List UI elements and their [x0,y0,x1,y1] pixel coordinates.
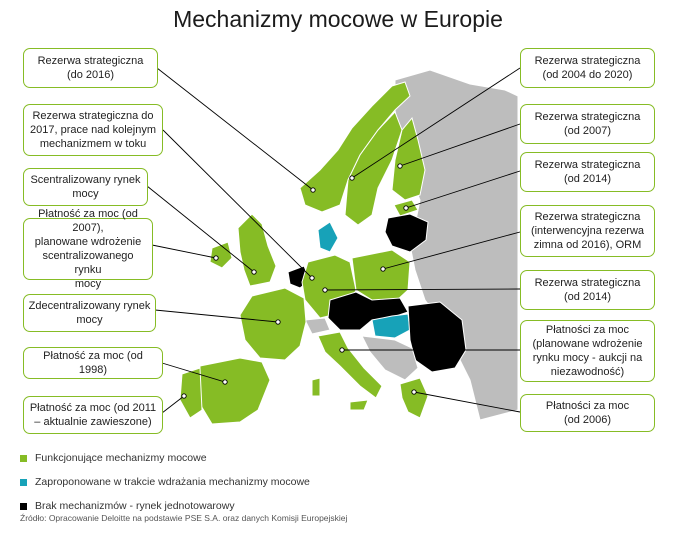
legend-item-proposed [20,470,310,494]
region-sicily [350,400,368,410]
region-sardinia [312,378,320,396]
callout-poland: Rezerwa strategiczna (interwencyjna rezerwa zimna od 2016), ORM [520,205,655,257]
region-portugal [180,368,202,418]
legend-swatch [20,479,27,486]
callout-portugal: Płatność za moc (od 2011 – aktualnie zawieszone) [23,396,163,434]
map-title: Mechanizmy mocowe w Europie [173,6,503,32]
region-france [240,288,306,360]
legend [20,446,310,518]
region-western-balkans [362,336,418,380]
region-greece [400,378,428,418]
callout-norway: Rezerwa strategiczna (do 2016) [23,48,158,88]
legend-label: Funkcjonujące mechanizmy mocowe [35,452,207,464]
callout-finland: Rezerwa strategiczna (od 2007) [520,104,655,144]
callout-greece: Płatności za moc (od 2006) [520,394,655,432]
legend-label: Zaproponowane w trakcie wdrażania mechanizmy mocowe [35,476,310,488]
callout-spain: Płatność za moc (od 1998) [23,347,163,379]
source-note: Źródło: Opracowanie Deloitte na podstawie PSE S.A. oraz danych Komisji Europejskiej [20,513,348,523]
callout-france: Zdecentralizowany rynek mocy [23,294,156,332]
callout-germany: Rezerwa strategiczna (od 2014) [520,270,655,310]
callout-ireland: Płatność za moc (od 2007), planowane wdrożenie scentralizowanego rynku mocy [23,218,153,280]
callout-estonia: Rezerwa strategiczna (od 2014) [520,152,655,192]
legend-swatch [20,455,27,462]
callout-sweden: Rezerwa strategiczna (od 2004 do 2020) [520,48,655,88]
legend-item-functioning [20,446,310,470]
region-great-britain [238,214,276,286]
callout-belgium: Rezerwa strategiczna do 2017, prace nad kolejnym mechanizmem w toku [23,104,163,156]
callout-great-britain: Scentralizowany rynek mocy [23,168,148,206]
legend-swatch [20,503,27,510]
region-switzerland [305,318,330,334]
region-spain [200,358,270,424]
callout-italy: Płatności za moc (planowane wdrożenie rynku mocy - aukcji na niezawodność) [520,320,655,382]
region-denmark [318,222,338,252]
legend-label: Brak mechanizmów - rynek jednotowarowy [35,500,235,512]
